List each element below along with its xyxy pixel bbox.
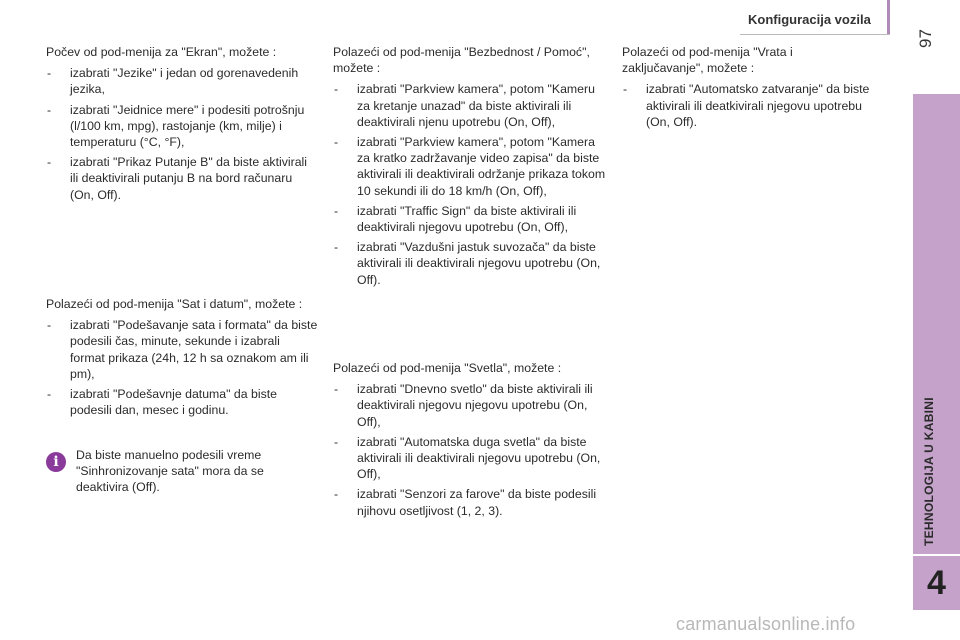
info-icon: i — [46, 452, 66, 472]
list-item: - izabrati "Prikaz Putanje B" da biste aktivirali ili deaktivirali putanju B na bord računaru (On, Off). — [47, 155, 308, 202]
section-clock-date-menu — [46, 296, 318, 422]
list-item: - izabrati "Automatsko zatvaranje" da biste aktivirali ili deatkivirali njegovu upotrebu (On, Off). — [623, 82, 870, 129]
list-item: - izabrati "Senzori za farove" da biste podesili njihovu osetljivost (1, 2, 3). — [334, 487, 597, 518]
list-item: - izabrati "Podešavanje sata i formata" da biste podesili čas, minute, sekunde i izabrali format prikaza (24h, 12 h sa oznakom am ili pm), — [47, 318, 318, 381]
bullet-list — [333, 81, 608, 287]
watermark: carmanualsonline.info — [676, 614, 856, 634]
chapter-number: 4 — [927, 563, 946, 602]
section-display-menu — [46, 44, 318, 207]
bullet-list — [46, 317, 318, 418]
list-item: - izabrati "Dnevno svetlo" da biste aktivirali ili deaktivirali njegovu njegovu upotrebu (On, Off), — [334, 382, 593, 429]
section-safety-menu — [333, 44, 608, 292]
list-item: - izabrati "Traffic Sign" da biste aktivirali ili deaktivirali njegovu upotrebu (On, Off), — [334, 203, 577, 235]
section-intro: Polazeći od pod-menija "Bezbednost / Pomoć", možete : — [333, 45, 590, 76]
chapter-number-box — [913, 556, 960, 610]
section-intro: Polazeći od pod-menija "Sat i datum", možete : — [46, 297, 303, 311]
bullet-list — [46, 65, 318, 203]
section-intro: Polazeći od pod-menija "Svetla", možete : — [333, 361, 562, 375]
list-item: - izabrati "Podešavnje datuma" da biste podesili dan, mesec i godinu. — [47, 387, 277, 418]
list-item: - izabrati "Vazdušni jastuk suvozača" da biste aktivirali ili deaktivirali njegovu upotrebu (On, Off). — [334, 240, 601, 287]
section-title: Konfiguracija vozila — [748, 12, 871, 27]
page-number-text: 97 — [916, 29, 935, 48]
list-item: - izabrati "Automatska duga svetla" da biste aktivirali ili deaktivirali njegovu upotrebu (On, Off), — [334, 434, 601, 482]
section-intro: Polazeći od pod-menija "Vrata i zaključavanje", možete : — [622, 45, 793, 76]
info-note-text: Da biste manuelno podesili vreme "Sinhronizovanje sata" mora da se deaktivira (Off). — [76, 448, 264, 495]
list-item: - izabrati "Parkview kamera", potom "Kameru za kretanje unazad" da biste aktivirali ili deaktivirali njenu upotrebu (On, Off), — [334, 82, 595, 129]
section-intro: Počev od pod-menija za "Ekran", možete : — [46, 45, 277, 59]
list-item: - izabrati "Parkview kamera", potom "Kamera za kratko zadržavanje video zapisa" da biste aktivirali ili deaktivirali održanje prikaza tokom 10 sekundi ili do 18 km/h (On, Off), — [334, 135, 606, 198]
header-divider — [740, 34, 890, 35]
chapter-tab — [913, 94, 960, 554]
chapter-label: TEHNOLOGIJA U KABINI — [922, 397, 936, 546]
page-number — [916, 29, 936, 48]
list-item: - izabrati "Jeidnice mere" i podesiti potrošnju (l/100 km, mpg), rastojanje (km, milje) i temperaturu (°C, °F), — [47, 102, 305, 150]
bullet-list — [333, 381, 608, 519]
section-lights-menu — [333, 360, 608, 523]
info-note — [46, 447, 318, 496]
bullet-list — [622, 81, 874, 130]
section-doors-locking-menu — [622, 44, 874, 134]
header-accent-bar — [887, 0, 890, 34]
list-item: - izabrati "Jezike" i jedan od gorenavedenih jezika, — [47, 66, 299, 97]
